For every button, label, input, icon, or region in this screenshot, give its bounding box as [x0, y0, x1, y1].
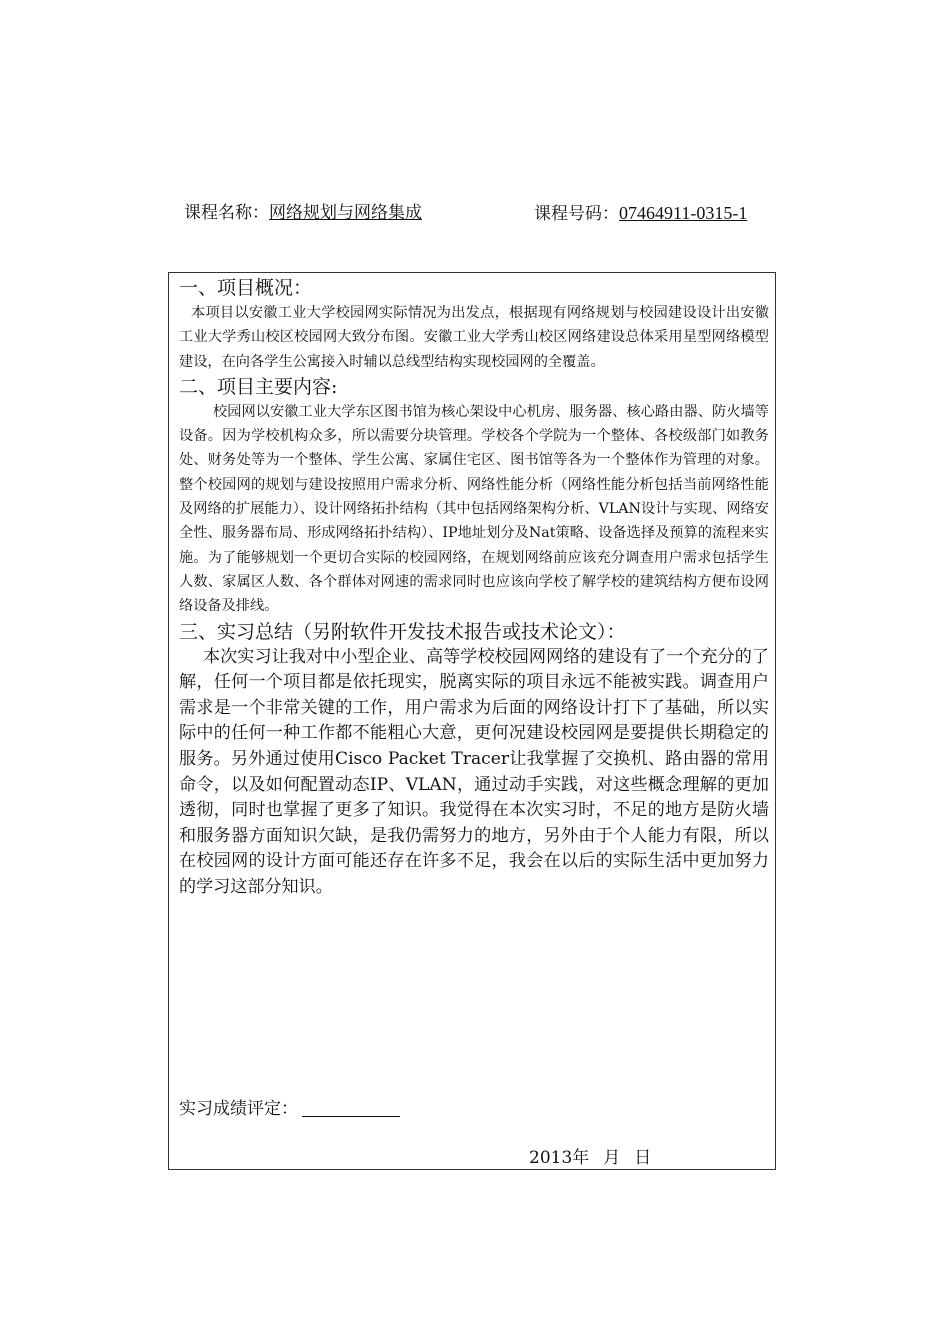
section-1-title: 一、项目概况： [179, 277, 313, 299]
course-code-field [534, 198, 747, 229]
grade-blank [302, 1100, 400, 1117]
report-body [179, 275, 769, 901]
date-year: 2013年 [529, 1148, 590, 1168]
section-3-title: 三、实习总结（另附软件开发技术报告或技术论文）： [179, 620, 626, 643]
section-1-body: 本项目以安徽工业大学校园网实际情况为出发点，根据现有网络规划与校园建设设计出安徽工业大学秀山校区校园网大致分布图。安徽工业大学秀山校区网络建设总体采用星型网络模型建设，在向各学生公寓接入时辅以总线型结构实现校园网的全覆盖。 [179, 305, 769, 370]
course-code-value: 07464911-0315-1 [619, 203, 748, 223]
grade-label: 实习成绩评定： [179, 1099, 298, 1119]
date-day: 日 [634, 1148, 652, 1168]
course-name-value: 网络规划与网络集成 [269, 203, 422, 223]
course-name-label: 课程名称： [184, 203, 269, 223]
course-code-label: 课程号码： [534, 204, 619, 224]
section-2-title: 二、项目主要内容: [179, 375, 338, 398]
course-name-field [184, 198, 422, 228]
course-info-row [184, 198, 784, 228]
section-3-body: 本次实习让我对中小型企业、高等学校校园网网络的建设有了一个充分的了解，任何一个项目都是依托现实，脱离实际的项目永远不能被实践。调查用户需求是一个非常关键的工作，用户需求为后面的网络设计打下了基础，所以实际中的任何一种工作都不能粗心大意，更何况建设校园网是要提供长期稳定的服务。另外通过使用Cisco Packet Tracer让我掌握了交换机、路由器的常用命令，以及如何配置动态IP、VLAN，通过动手实践，对这些概念理解的更加透彻，同时也掌握了更多了知识。我觉得在本次实习时，不足的地方是防火墙和服务器方面知识欠缺，是我仍需努力的地方，另外由于个人能力有限，所以在校园网的设计方面可能还存在许多不足，我会在以后的实际生活中更加努力的学习这部分知识。 [179, 646, 769, 897]
grade-field [179, 1096, 400, 1122]
section-2-body: 校园网以安徽工业大学东区图书馆为核心架设中心机房、服务器、核心路由器、防火墙等设备。因为学校机构众多，所以需要分块管理。学校各个学院为一个整体、各校级部门如教务处、财务处等为一个整体、学生公寓、家属住宅区、图书馆等各为一个整体作为管理的对象。整个校园网的规划与建设按照用户需求分析、网络性能分析（网络性能分析包括当前网络性能及网络的扩展能力）、设计网络拓扑结构（其中包括网络架构分析、VLAN设计与实现、网络安全性、服务器布局、形成网络拓扑结构）、IP地址划分及Nat策略、设备选择及预算的流程来实施。为了能够规划一个更切合实际的校园网络，在规划网络前应该充分调查用户需求包括学生人数、家属区人数、各个群体对网速的需求同时也应该向学校了解学校的建筑结构方便布设网络设备及排线。 [179, 403, 769, 615]
report-form-box [168, 272, 776, 1170]
date-line [529, 1145, 665, 1171]
date-month: 月 [603, 1148, 621, 1168]
